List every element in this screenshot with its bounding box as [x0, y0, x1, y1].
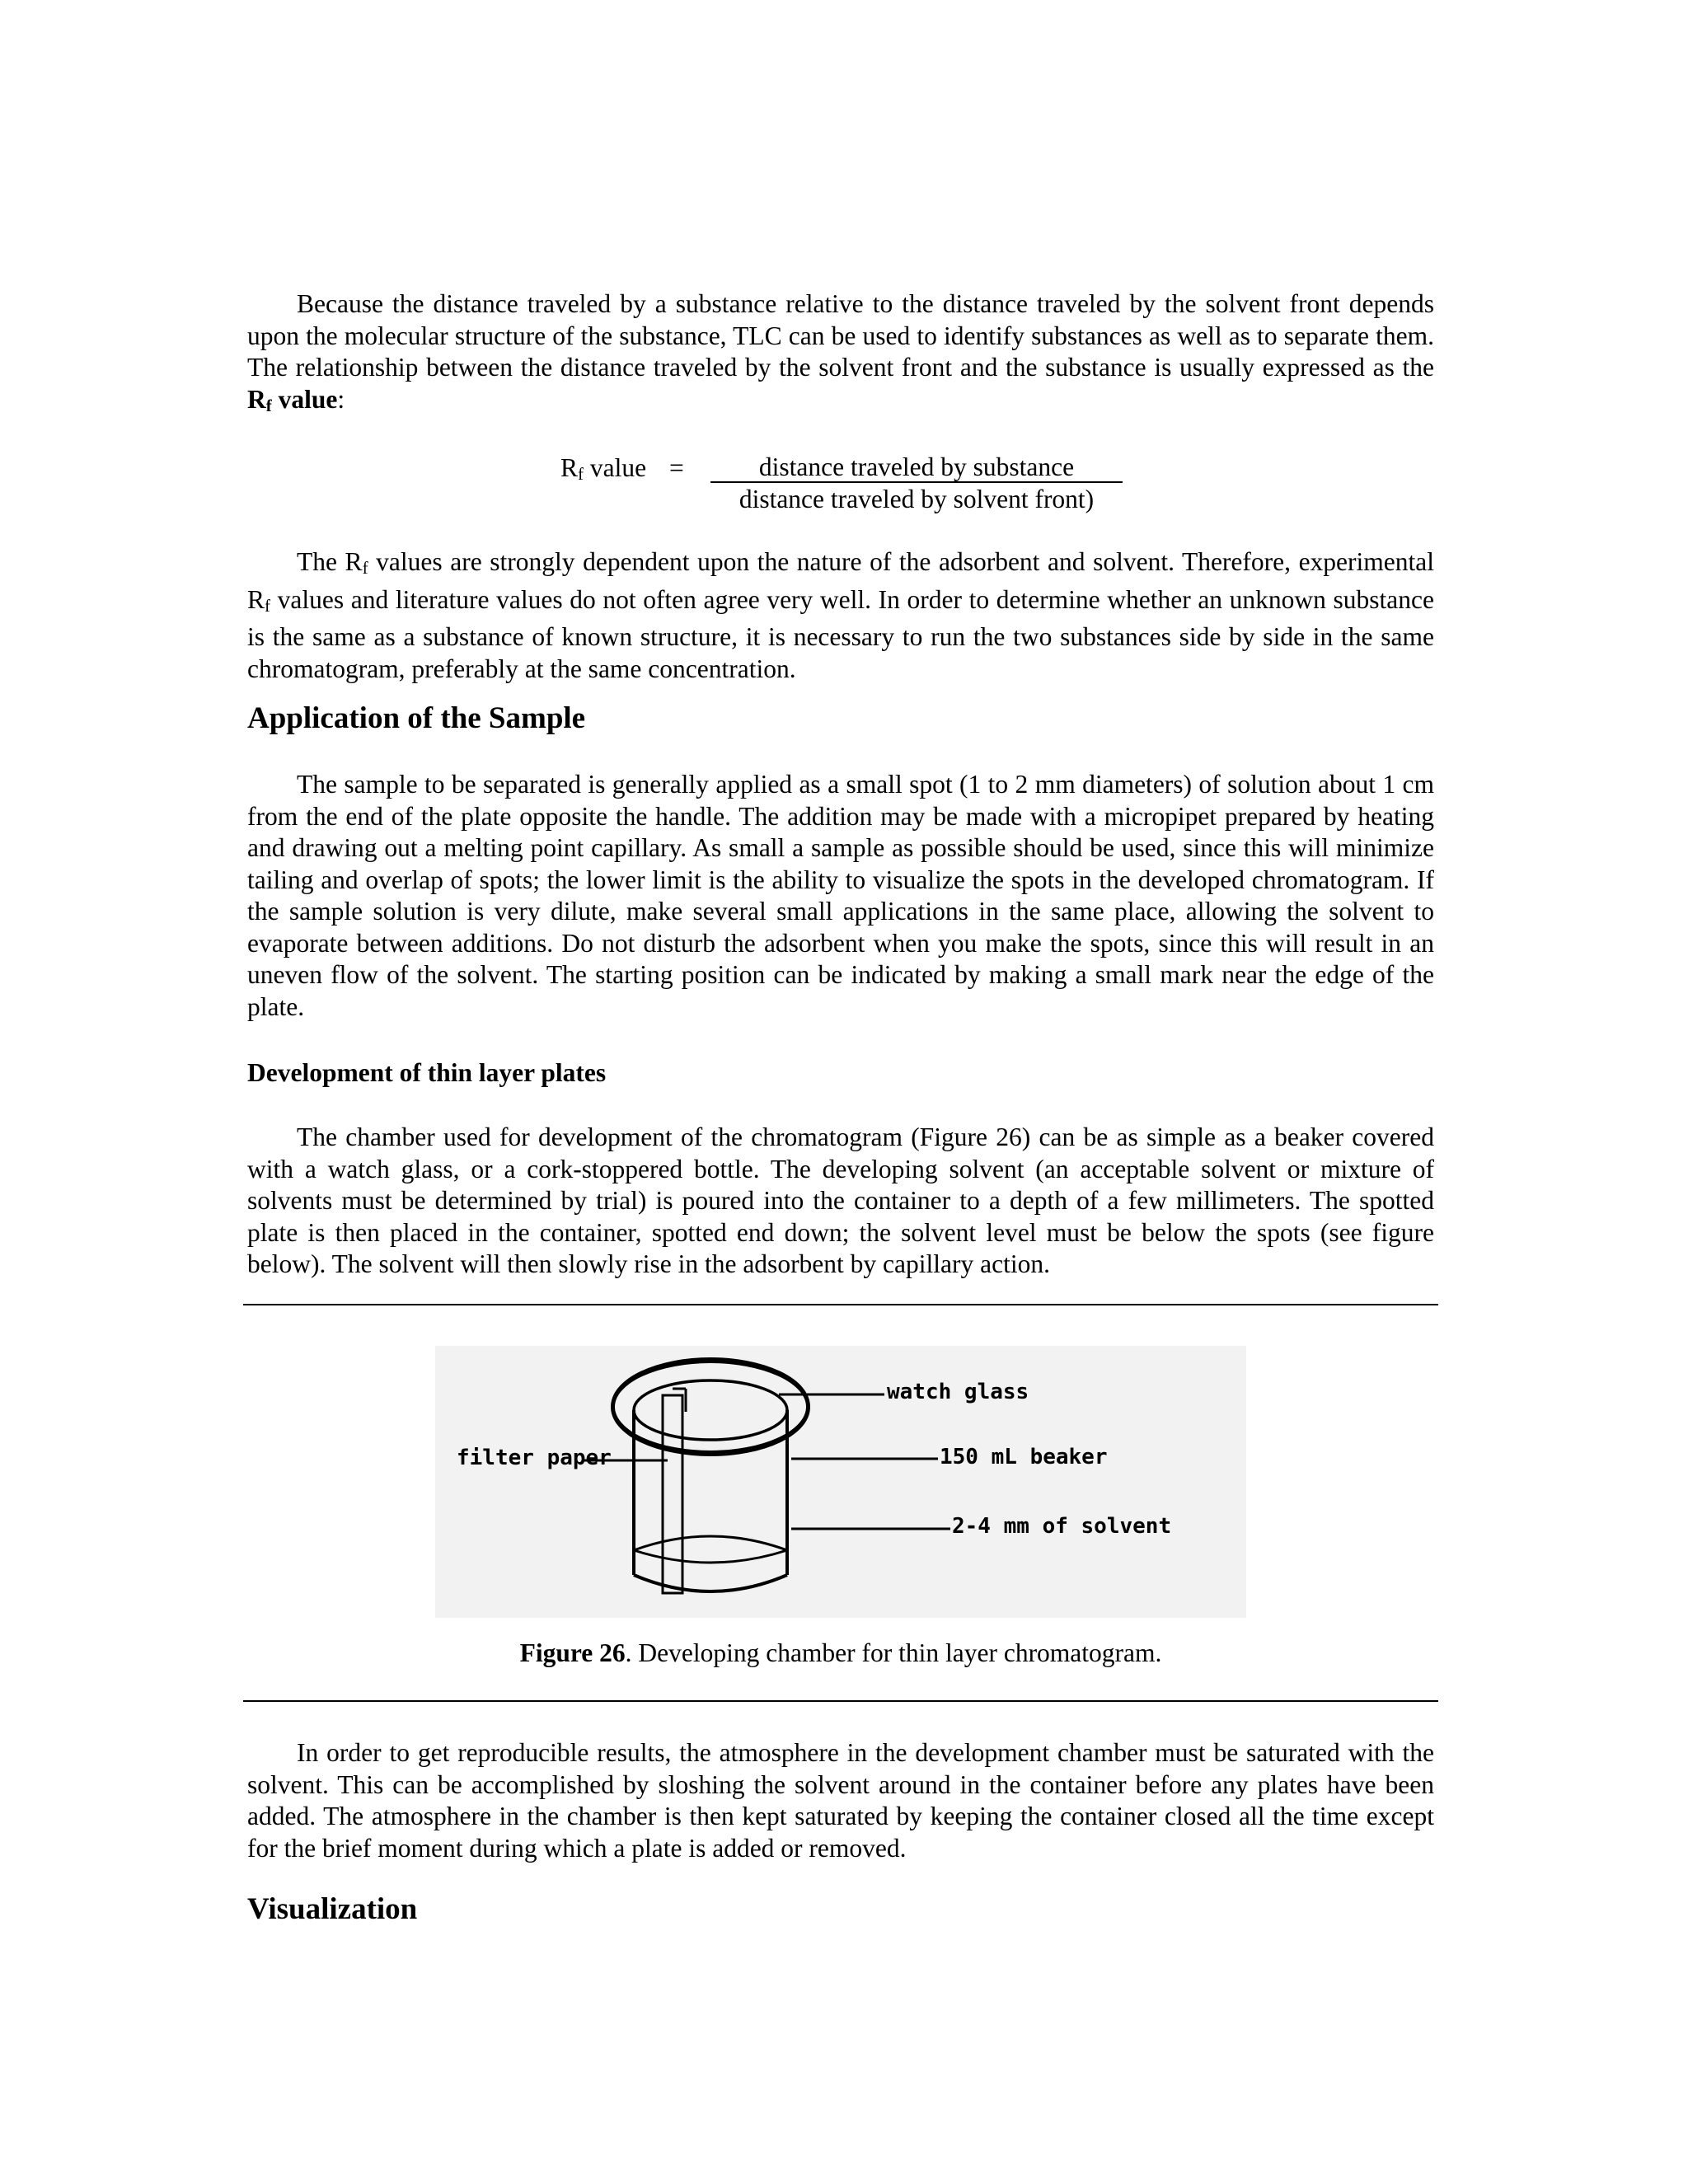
rf-formula-lhs: $R_f$ value [560, 453, 647, 484]
heading-application-of-sample: Application of the Sample [247, 701, 586, 735]
label-solvent-depth: 2-4 mm of solvent [952, 1514, 1172, 1539]
rf-value-term: $R_f$ value [247, 384, 338, 415]
rf-formula-equals: = [669, 453, 684, 482]
figure-bottom-rule [243, 1700, 1438, 1702]
developing-chamber-illustration [435, 1346, 1246, 1618]
paragraph-development-chamber: The chamber used for development of the chromatogram (Figure 26) can be as simple as a beaker covered with a watch glass, or a cork-stoppered bottle. The developing solvent (an acceptable solvent or mixture of solvents must be determined by trial) is poured into the container to a depth of a few millimeters. The spotted plate is then placed in the container, spotted end down; the solvent level must be below the spots (see figure below). The solvent will then slowly rise in the adsorbent by capillary action. [247, 1122, 1434, 1278]
figure-26-caption: Figure 26. Developing chamber for thin layer chromatogram. [519, 1638, 1162, 1667]
paragraph-saturated-atmosphere: In order to get reproducible results, the atmosphere in the development chamber must be saturated with the solvent. This can be accomplished by sloshing the solvent around in the container before any plates have been added. The atmosphere in the chamber is then kept saturated by keeping the container closed all the time except for the brief moment during which a plate is added or removed. [247, 1738, 1434, 1863]
rf-formula-denominator: distance traveled by solvent front) [738, 485, 1095, 513]
figure-26-caption-label: Figure 26 [519, 1638, 626, 1667]
rf-formula-numerator: distance traveled by substance [710, 453, 1123, 483]
figure-background [435, 1346, 1246, 1618]
paragraph-rf-intro: Because the distance traveled by a substance relative to the distance traveled by the solvent front depends upon the molecular structure of the substance, TLC can be used to identify substances as well as to separate them. The relationship between the distance traveled by the solvent front and the substance is usually expressed as the $R_f$ value: [247, 289, 1434, 415]
paragraph-sample-application: The sample to be separated is generally applied as a small spot (1 to 2 mm diameters) of solution about 1 cm from the end of the plate opposite the handle. The addition may be made with a micropipet prepared by heating and drawing out a melting point capillary. As small a sample as possible should be used, since this will minimize tailing and overlap of spots; the lower limit is the ability to visualize the spots in the developed chromatogram. If the sample solution is very dilute, make several small applications in the same place, allowing the solvent to evaporate between additions. Do not disturb the adsorbent when you make the spots, since this will result in an uneven flow of the solvent. The starting position can be indicated by making a small mark near the edge of the plate. [247, 770, 1434, 1021]
figure-top-rule [243, 1304, 1438, 1305]
figure-26-diagram [435, 1346, 1246, 1618]
label-150ml-beaker: 150 mL beaker [940, 1445, 1108, 1469]
paragraph-rf-dependence: The $R_f$ values are strongly dependent upon the nature of the adsorbent and solvent. Therefore, experimental $R_f$ values and literature values do not often agree very well. In order to determine whether an unknown substance is the same as a substance of known structure, it is necessary to run the two substances side by side in the same chromatogram, preferably at the same concentration. [247, 547, 1434, 683]
heading-visualization: Visualization [247, 1892, 418, 1926]
label-watch-glass: watch glass [887, 1380, 1029, 1404]
heading-development-thin-layer: Development of thin layer plates [247, 1058, 607, 1087]
paragraph-rf-intro-text: Because the distance traveled by a substance relative to the distance traveled by the solvent front depends upon the molecular structure of the substance, TLC can be used to identify substances as well as to separate them. The relationship between the distance traveled by the solvent front and the substance is usually expressed as the [247, 289, 1434, 382]
label-filter-paper: filter paper [457, 1446, 612, 1470]
